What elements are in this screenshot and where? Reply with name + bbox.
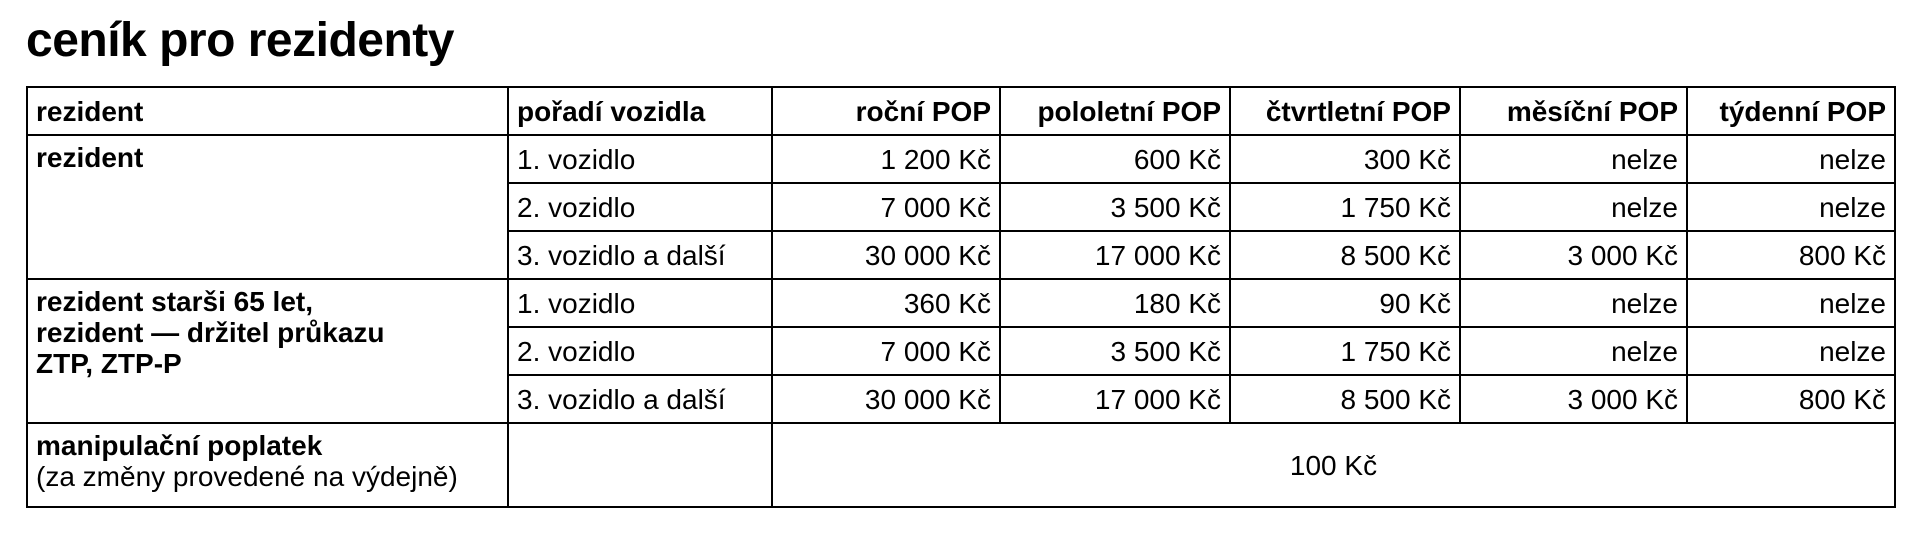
- vehicle-order-cell: 1. vozidlo: [508, 279, 772, 327]
- page-title: ceník pro rezidenty: [26, 14, 454, 67]
- price-cell: 1 750 Kč: [1230, 327, 1460, 375]
- price-cell: nelze: [1687, 183, 1895, 231]
- fee-note: (za změny provedené na výdejně): [36, 461, 458, 492]
- vehicle-order-cell: 2. vozidlo: [508, 183, 772, 231]
- group-label-line: rezident: [36, 142, 144, 173]
- price-cell: nelze: [1460, 183, 1687, 231]
- group-label: [27, 279, 508, 423]
- price-list-page: [26, 12, 1906, 492]
- price-cell: 17 000 Kč: [1000, 231, 1230, 279]
- price-table: [26, 86, 1896, 508]
- price-cell: 1 200 Kč: [772, 135, 1000, 183]
- price-cell: 30 000 Kč: [772, 375, 1000, 423]
- group-label-line: ZTP, ZTP-P: [36, 348, 182, 379]
- price-cell: 90 Kč: [1230, 279, 1460, 327]
- fee-label: manipulační poplatek: [36, 430, 323, 461]
- fee-label-cell: [27, 423, 508, 507]
- header-week: týdenní POP: [1687, 87, 1895, 135]
- fee-row: [27, 423, 1895, 507]
- price-cell: nelze: [1687, 279, 1895, 327]
- header-month: měsíční POP: [1460, 87, 1687, 135]
- price-cell: 3 000 Kč: [1460, 231, 1687, 279]
- price-cell: nelze: [1687, 135, 1895, 183]
- group-label-line: rezident starši 65 let,: [36, 286, 314, 317]
- price-cell: 180 Kč: [1000, 279, 1230, 327]
- price-cell: 8 500 Kč: [1230, 375, 1460, 423]
- price-cell: 1 750 Kč: [1230, 183, 1460, 231]
- header-half-year: pololetní POP: [1000, 87, 1230, 135]
- price-cell: 7 000 Kč: [772, 327, 1000, 375]
- vehicle-order-cell: 3. vozidlo a další: [508, 231, 772, 279]
- fee-empty-cell: [508, 423, 772, 507]
- header-quarter: čtvrtletní POP: [1230, 87, 1460, 135]
- group-label: [27, 135, 508, 279]
- fee-value: 100 Kč: [772, 423, 1895, 507]
- price-cell: 7 000 Kč: [772, 183, 1000, 231]
- table-row: [27, 279, 1895, 327]
- price-cell: 3 500 Kč: [1000, 327, 1230, 375]
- price-cell: 17 000 Kč: [1000, 375, 1230, 423]
- price-cell: 800 Kč: [1687, 375, 1895, 423]
- vehicle-order-cell: 2. vozidlo: [508, 327, 772, 375]
- header-vehicle-order: pořadí vozidla: [508, 87, 772, 135]
- table-header-row: [27, 87, 1895, 135]
- price-cell: 360 Kč: [772, 279, 1000, 327]
- header-annual: roční POP: [772, 87, 1000, 135]
- vehicle-order-cell: 1. vozidlo: [508, 135, 772, 183]
- price-cell: 800 Kč: [1687, 231, 1895, 279]
- price-cell: nelze: [1460, 135, 1687, 183]
- price-cell: 3 500 Kč: [1000, 183, 1230, 231]
- price-cell: 300 Kč: [1230, 135, 1460, 183]
- price-cell: nelze: [1460, 327, 1687, 375]
- group-label-line: rezident — držitel průkazu: [36, 317, 385, 348]
- price-cell: 600 Kč: [1000, 135, 1230, 183]
- price-cell: 8 500 Kč: [1230, 231, 1460, 279]
- vehicle-order-cell: 3. vozidlo a další: [508, 375, 772, 423]
- price-cell: 30 000 Kč: [772, 231, 1000, 279]
- price-cell: nelze: [1687, 327, 1895, 375]
- header-resident: rezident: [27, 87, 508, 135]
- price-cell: 3 000 Kč: [1460, 375, 1687, 423]
- table-row: [27, 135, 1895, 183]
- price-cell: nelze: [1460, 279, 1687, 327]
